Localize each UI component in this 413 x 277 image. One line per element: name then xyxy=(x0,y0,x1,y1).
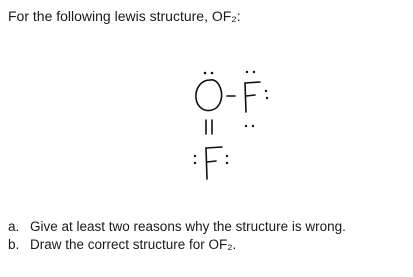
question-letter: b. xyxy=(8,237,20,252)
double-bond xyxy=(206,120,212,134)
question-item-b xyxy=(8,236,346,254)
fluorine-atom-bottom xyxy=(194,147,228,179)
question-letter: a. xyxy=(8,219,20,234)
oxygen-atom xyxy=(196,72,222,111)
fluorine-atom-right xyxy=(245,71,268,127)
question-prompt: For the following lewis structure, OF₂: xyxy=(8,8,241,24)
question-list xyxy=(8,218,346,254)
question-text: Draw the correct structure for OF₂. xyxy=(30,237,237,252)
lewis-structure-drawing xyxy=(180,58,340,193)
question-text: Give at least two reasons why the structure is wrong. xyxy=(30,219,346,234)
question-item-a xyxy=(8,218,346,236)
